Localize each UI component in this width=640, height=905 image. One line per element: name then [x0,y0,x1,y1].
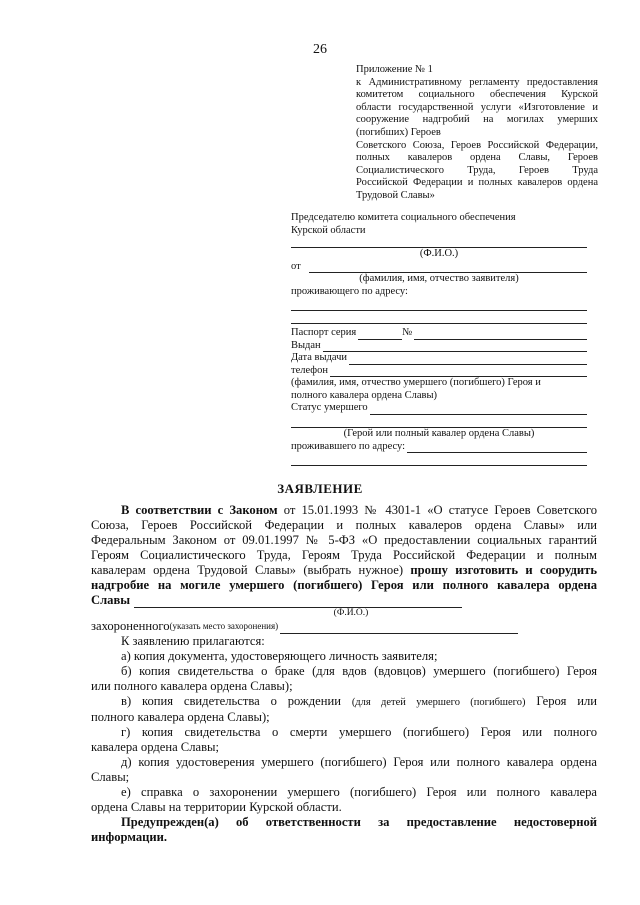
page-number: 26 [313,42,327,57]
appendix-line: полных кавалеров ордена Славы, Героев [356,152,598,164]
status-row [291,402,587,415]
attachment-item: в) копия свидетельства о рождении (для детей умершего (погибшего) Героя или [121,694,597,708]
resided-row [291,441,587,454]
resided-label: проживавшего по адресу: [291,440,406,452]
attachment-item: б) копия свидетельства о браке (для вдов (вдовцов) умершего (погибшего) Героя [121,664,597,678]
appendix-line: комитетом социального обеспечения Курской [356,89,598,101]
applicant-name-field[interactable] [309,262,587,273]
attachment-item: полного кавалера ордена Славы); [91,710,270,724]
passport-row [291,327,587,340]
status-caption: (Герой или полный кавалер ордена Славы) [343,428,535,440]
warning-text: информации. [91,830,168,844]
phone-row [291,365,587,378]
deceased-caption: полного кавалера ордена Славы) [291,389,438,401]
statement-line: В соответствии с Законом от 15.01.1993 № 4301-1 «О статусе Героев Советского [121,503,597,517]
statement-line: Союза, Героев Российской Федерации и полных кавалеров ордена Славы» или [91,518,597,532]
issue-date-label: Дата выдачи [291,352,348,364]
appendix-line: Трудовой Славы» [356,189,435,201]
appendix-line: (погибших) Героев [356,126,441,138]
statement-line: Героям Социалистического Труда, Героям Труда Российской Федерации и полным [91,548,597,562]
address-line-2[interactable] [291,311,587,324]
applicant-caption: (фамилия, имя, отчество заявителя) [359,273,519,285]
recipient-title: Председателю комитета социального обеспечения [291,212,516,223]
resided-line-2[interactable] [291,453,587,466]
hero-fio-caption: (Ф.И.О.) [333,608,369,618]
attachment-item: ордена Славы на территории Курской области. [91,800,342,814]
appendix-title: Приложение № 1 [356,64,433,75]
document-title: ЗАЯВЛЕНИЕ [277,481,363,496]
hero-name-field[interactable] [134,596,462,608]
appendix-line: Советского Союза, Героев Российской Федерации, [356,139,598,151]
hero-name-row: Славы [91,593,597,608]
attachment-item: е) справка о захоронении умершего (погибшего) Героя или полного кавалера [121,785,597,799]
attachment-item: а) копия документа, удостоверяющего личность заявителя; [121,649,438,663]
appendix-line: сооружение надгробий на могилах умерших [356,114,598,126]
resided-field[interactable] [407,442,587,453]
attachment-item: д) копия удостоверения умершего (погибшего) Героя или полного кавалера ордена [121,755,597,769]
attachment-item: г) копия свидетельства о смерти умершего (погибшего) Героя или полного [121,725,597,739]
warning-text: Предупрежден(а) об ответственности за предоставление недостоверной [121,815,597,829]
passport-label: Паспорт серия [291,327,357,339]
statement-line: кавалерам ордена Трудовой Славы» (выбрать нужное) прошу изготовить и соорудить [91,563,597,577]
from-label: от [291,260,301,272]
recipient-block [291,212,587,466]
issued-row [291,340,587,353]
status-field[interactable] [370,404,587,415]
appendix-line: области государственной услуги «Изготовление и [356,101,598,113]
burial-row [91,619,597,634]
burial-label: захороненного [91,619,170,633]
statement-line: надгробие на могиле умершего (погибшего) Героя или полного кавалера ордена [91,578,597,592]
issued-label: Выдан [291,339,321,351]
issue-date-row [291,352,587,365]
appendix-line: Российской Федерации и полных кавалеров ордена [356,177,598,189]
appendix-line: Социалистического Труда, Героев Труда [356,164,598,176]
from-row [291,261,587,274]
attachments-heading: К заявлению прилагаются: [121,634,265,648]
attachment-item: или полного кавалера ордена Славы); [91,679,293,693]
recipient-region: Курской области [291,224,366,236]
phone-field[interactable] [330,366,587,377]
fio-caption: (Ф.И.О.) [419,248,459,259]
issued-field[interactable] [323,341,587,352]
burial-hint: (указать место захоронения) [169,621,279,631]
attachment-item: кавалера ордена Славы; [91,740,219,754]
residing-label: проживающего по адресу: [291,285,408,297]
address-line-1[interactable] [291,298,587,311]
law-lead: В соответствии с Законом [121,503,278,517]
attachment-item: Славы; [91,770,130,784]
passport-number-label: № [402,327,413,339]
issue-date-field[interactable] [349,354,587,365]
passport-series-field[interactable] [358,329,402,340]
statement-body [91,503,597,845]
recipient-name-line[interactable] [291,237,587,248]
deceased-caption: (фамилия, имя, отчество умершего (погибшего) Героя и [291,377,541,389]
status-line-2[interactable] [291,415,587,428]
burial-place-field[interactable] [280,622,518,634]
appendix-heading [356,64,598,203]
phone-label: телефон [291,364,328,376]
appendix-line: к Административному регламенту предоставления [356,76,598,88]
status-label: Статус умершего [291,402,368,414]
passport-number-field[interactable] [414,329,587,340]
statement-line: Федеральным Законом от 09.01.1997 № 5-ФЗ «О предоставлении социальных гарантий [91,533,597,547]
